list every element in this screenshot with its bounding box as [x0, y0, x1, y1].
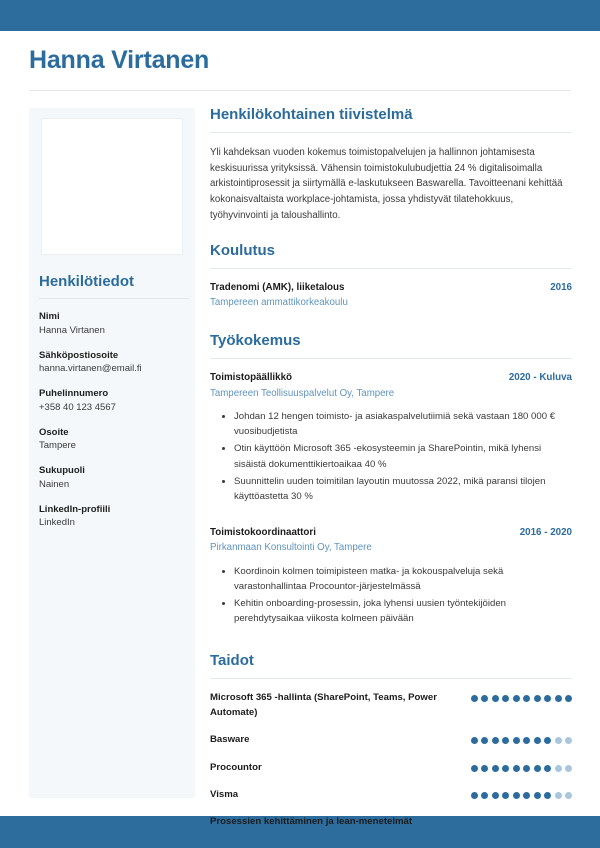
education-entry-head: [210, 281, 572, 295]
rating-dot-empty: [565, 737, 572, 744]
spacer: [210, 224, 572, 242]
skills-section: [210, 652, 572, 829]
skill-name: Visma: [210, 788, 239, 800]
header: [29, 46, 571, 91]
spacer: [210, 322, 572, 332]
section-divider: [210, 132, 572, 133]
rating-dot-filled: [471, 695, 478, 702]
section-title-experience: Työkokemus: [210, 332, 301, 350]
section-title-skills: Taidot: [210, 652, 254, 670]
sidebar: [29, 108, 195, 798]
skill-rating-dots: [471, 761, 573, 772]
detail-field-gender: [39, 464, 189, 492]
page-title: Hanna Virtanen: [29, 46, 210, 74]
detail-label: Osoite: [39, 426, 69, 438]
rating-dot-filled: [502, 737, 509, 744]
section-divider: [210, 678, 572, 679]
experience-bullets: [210, 409, 572, 504]
skill-rating-dots: [471, 733, 573, 744]
skill-name: Prosessien kehittäminen ja lean-menetelmät: [210, 816, 413, 828]
detail-label: Nimi: [39, 311, 60, 322]
experience-entry: [210, 526, 572, 626]
rating-dot-filled: [492, 765, 499, 772]
rating-dot-filled: [502, 765, 509, 772]
detail-field-linkedin: [39, 503, 189, 531]
education-entry: [210, 281, 572, 311]
experience-role: Toimistokoordinaattori: [210, 527, 316, 539]
spacer: [210, 638, 572, 652]
detail-value: Tampere: [39, 440, 76, 452]
rating-dot-filled: [534, 737, 541, 744]
rating-dot-filled: [513, 695, 520, 702]
skill-row: [210, 691, 572, 720]
experience-bullet: • Kehitin onboarding-prosessin, joka lyhensi uusien työntekijöiden perehdytysaikaa viikosta kolmeen päivään: [234, 596, 572, 626]
rating-dot-filled: [481, 737, 488, 744]
rating-dot-filled: [481, 792, 488, 799]
summary-section: [210, 106, 572, 224]
detail-label: Puhelinnumero: [39, 388, 109, 400]
skill-row: [210, 788, 572, 802]
header-divider: [29, 90, 571, 91]
rating-dot-filled: [534, 695, 541, 702]
experience-bullet: • Johdan 12 hengen toimisto- ja asiakaspalvelutiimiä sekä vastaan 180 000 € vuosibudjetista: [234, 409, 572, 439]
detail-field-address: [39, 426, 189, 454]
rating-dot-filled: [502, 792, 509, 799]
rating-dot-filled: [544, 695, 551, 702]
rating-dot-empty: [555, 765, 562, 772]
section-divider: [210, 268, 572, 269]
education-degree: Tradenomi (AMK), liiketalous: [210, 281, 345, 293]
skill-name: Procountor: [210, 761, 262, 773]
rating-dot-filled: [523, 737, 530, 744]
rating-dot-filled: [534, 765, 541, 772]
rating-dot-filled: [471, 792, 478, 799]
rating-dot-filled: [565, 695, 572, 702]
sidebar-section-title: Henkilötiedot: [39, 273, 135, 290]
experience-bullet: • Otin käyttöön Microsoft 365 -ekosysteemin ja SharePointin, mikä lyhensi sisäistä dokumenttikiertoaikaa 40 %: [234, 441, 572, 471]
detail-value: +358 40 123 4567: [39, 401, 116, 413]
detail-label: Sukupuoli: [39, 465, 85, 477]
rating-dot-empty: [565, 765, 572, 772]
detail-field-email: [39, 349, 189, 377]
rating-dot-filled: [523, 695, 530, 702]
skill-row: [210, 733, 572, 747]
detail-value: LinkedIn: [39, 517, 75, 529]
skill-row: [210, 761, 572, 775]
experience-entry-head: [210, 526, 572, 540]
rating-dot-filled: [544, 765, 551, 772]
sidebar-divider: [39, 298, 189, 299]
spacer: [210, 516, 572, 526]
rating-dot-filled: [481, 695, 488, 702]
detail-field-nimi: [39, 310, 189, 338]
main-content: [210, 106, 572, 843]
rating-dot-empty: [555, 792, 562, 799]
section-title-education: Koulutus: [210, 241, 275, 259]
rating-dot-filled: [492, 737, 499, 744]
experience-company: Pirkanmaan Konsultointi Oy, Tampere: [210, 542, 372, 554]
education-school: Tampereen ammattikorkeakoulu: [210, 296, 348, 308]
experience-date: 2020 - Kuluva: [508, 372, 572, 384]
skill-row: [210, 815, 572, 829]
rating-dot-empty: [555, 737, 562, 744]
skill-rating-dots: [471, 788, 573, 799]
education-section: [210, 242, 572, 311]
detail-value: hanna.virtanen@email.fi: [39, 363, 142, 375]
experience-date: 2016 - 2020: [519, 527, 572, 539]
experience-company: Tampereen Teollisuuspalvelut Oy, Tampere: [210, 387, 395, 399]
detail-label: LinkedIn-profiili: [39, 503, 111, 515]
rating-dot-filled: [534, 792, 541, 799]
rating-dot-filled: [471, 737, 478, 744]
skill-rating-dots: [471, 691, 573, 702]
top-accent-bar: [0, 0, 600, 31]
section-title-summary: Henkilökohtainen tiivistelmä: [210, 106, 413, 123]
summary-text: Yli kahdeksan vuoden kokemus toimistopalvelujen ja hallinnon johtamisesta keskisuurissa yrityksissä. Vähensin toimistokulubudjettia 24 % digitalisoimalla arkistointiprosessit ja siirtymällä e-laskutukseen Baswarella. Tavoitteenani kehittää kokonaisvaltaista workplace-johtamista, jossa yhdistyvät tilatehokkuus, työhyvinvointi ja taloushallinto.: [210, 147, 563, 221]
experience-section: [210, 332, 572, 626]
rating-dot-filled: [471, 765, 478, 772]
experience-entry: [210, 371, 572, 504]
rating-dot-filled: [502, 695, 509, 702]
rating-dot-filled: [544, 792, 551, 799]
rating-dot-filled: [523, 792, 530, 799]
rating-dot-filled: [481, 765, 488, 772]
rating-dot-filled: [513, 737, 520, 744]
detail-value: Hanna Virtanen: [39, 324, 105, 336]
rating-dot-filled: [544, 737, 551, 744]
photo-placeholder: [41, 118, 183, 255]
detail-value: Nainen: [39, 478, 70, 490]
rating-dot-filled: [555, 695, 562, 702]
detail-field-phone: [39, 387, 189, 415]
rating-dot-filled: [492, 695, 499, 702]
experience-bullet: • Koordinoin kolmen toimipisteen matka- ja kokouspalveluja sekä varastonhallintaa Procountor-järjestelmässä: [234, 564, 572, 594]
experience-bullets: [210, 564, 572, 627]
experience-bullet: • Suunnittelin uuden toimitilan layoutin muutossa 2022, mikä paransi tilojen käyttöastetta 30 %: [234, 474, 572, 504]
rating-dot-filled: [492, 792, 499, 799]
education-date: 2016: [550, 281, 572, 293]
rating-dot-filled: [513, 792, 520, 799]
skill-name: Microsoft 365 -hallinta (SharePoint, Teams, Power Automate): [210, 692, 437, 718]
experience-role: Toimistopäällikkö: [210, 372, 293, 384]
skill-name: Basware: [210, 734, 250, 746]
section-divider: [210, 358, 572, 359]
rating-dot-empty: [565, 792, 572, 799]
rating-dot-filled: [513, 765, 520, 772]
experience-entry-head: [210, 371, 572, 385]
personal-details-block: [39, 273, 189, 541]
detail-label: Sähköpostiosoite: [39, 349, 119, 361]
rating-dot-filled: [523, 765, 530, 772]
